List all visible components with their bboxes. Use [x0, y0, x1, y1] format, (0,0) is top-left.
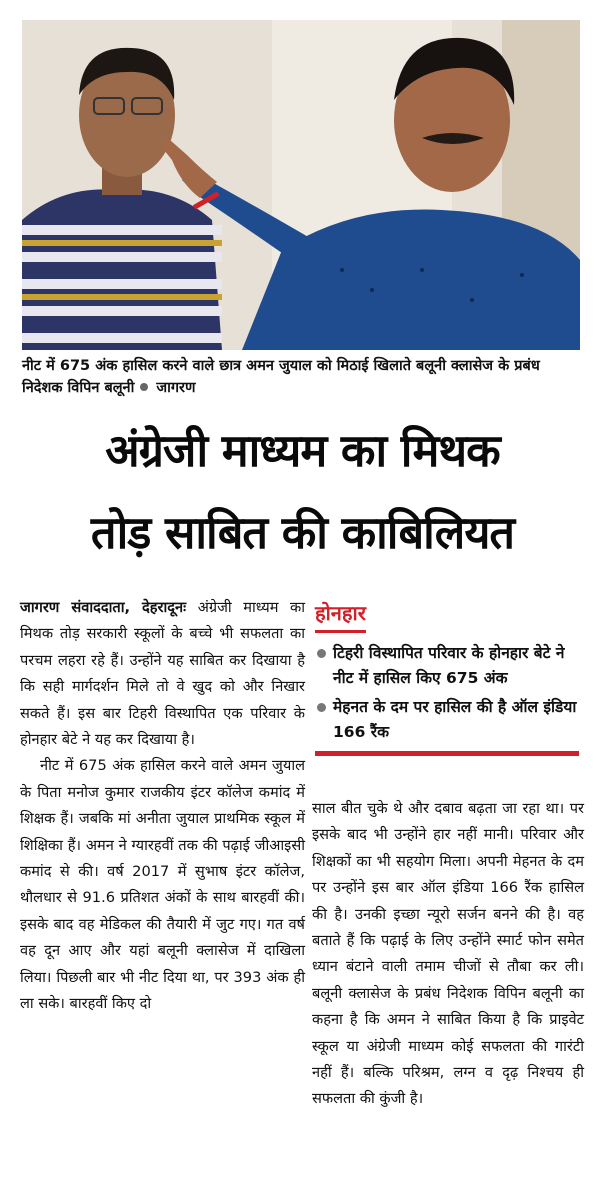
highlight-item: मेहनत के दम पर हासिल की है ऑल इंडिया 166 रैंक: [315, 695, 583, 745]
article-paragraph-1: [20, 595, 305, 753]
paragraph-1-text: अंग्रेजी माध्यम का मिथक तोड़ सरकारी स्कूलों के बच्चे भी सफलता का परचम लहरा रहे हैं। उन्होंने यह साबित कर दिखाया है कि सही मार्गदर्शन मिले तो वे खुद को और निखार सकते हैं। इस बार टिहरी विस्थापित एक परिवार के होनहार बेटे ने यह कर दिखाया है।: [20, 599, 305, 749]
article-column-left: [20, 595, 305, 1018]
red-divider: [315, 751, 579, 756]
article-paragraph-2: नीट में 675 अंक हासिल करने वाले अमन जुयाल के पिता मनोज कुमार राजकीय इंटर कॉलेज कमांद में शिक्षक हैं। जबकि मां अनीता जुयाल प्राथमिक स्कूल में शिक्षिका हैं। अमन ने ग्यारहवीं तक की पढ़ाई जीआइसी कमांद से की। वर्ष 2017 में सुभाष इंटर कॉलेज, थौलधार से 91.6 प्रतिशत अंकों के साथ बारहवीं की। इसके बाद वह मेडिकल की तैयारी में जुट गए। गत वर्ष वह दून आए और यहां बलूनी क्लासेज में दाखिला लिया। पिछली बार भी नीट दिया था, पर 393 अंक ही ला सके। बारहवीं किए दो: [20, 757, 305, 1013]
photo-caption: [22, 355, 582, 399]
photo-illustration: [22, 20, 580, 350]
bullet-icon: [140, 383, 148, 391]
article-paragraph-3: साल बीत चुके थे और दबाव बढ़ता जा रहा था। पर इसके बाद भी उन्होंने हार नहीं मानी। परिवार और शिक्षकों का भी सहयोग मिला। अपनी मेहनत के दम पर उन्होंने इस बार ऑल इंडिया 166 रैंक हासिल की है। उनकी इच्छा न्यूरो सर्जन बनने की है। वह बताते हैं कि पढ़ाई के लिए उन्होंने स्मार्ट फोन समेत ध्यान बंटाने वाली तमाम चीजों से तौबा कर ली। बलूनी क्लासेज के प्रबंध निदेशक विपिन बलूनी का कहना है कि अमन ने साबित किया है कि प्राइवेट स्कूल या अंग्रेजी माध्यम कोई सफलता की गारंटी नहीं हैं। बल्कि परिश्रम, लग्न व दृढ़ निश्चय ही सफलता की कुंजी है।: [312, 800, 584, 1108]
photo-credit: जागरण: [156, 380, 196, 396]
highlights-box: [315, 598, 583, 756]
headline-line-2: तोड़ साबित की काबिलियत: [90, 506, 515, 559]
caption-text: नीट में 675 अंक हासिल करने वाले छात्र अमन जुयाल को मिठाई खिलाते बलूनी क्लासेज के प्रबंध निदेशक विपिन बलूनी: [22, 358, 540, 396]
news-photo: [22, 20, 580, 350]
highlights-tag: होनहार: [315, 598, 366, 633]
headline: [20, 410, 585, 574]
highlights-list: [315, 641, 583, 745]
article-column-right: [312, 796, 584, 1113]
dateline: जागरण संवाददाता, देहरादूनः: [20, 599, 187, 616]
highlight-item: टिहरी विस्थापित परिवार के होनहार बेटे ने नीट में हासिल किए 675 अंक: [315, 641, 583, 691]
headline-line-1: अंग्रेजी माध्यम का मिथक: [105, 424, 500, 477]
